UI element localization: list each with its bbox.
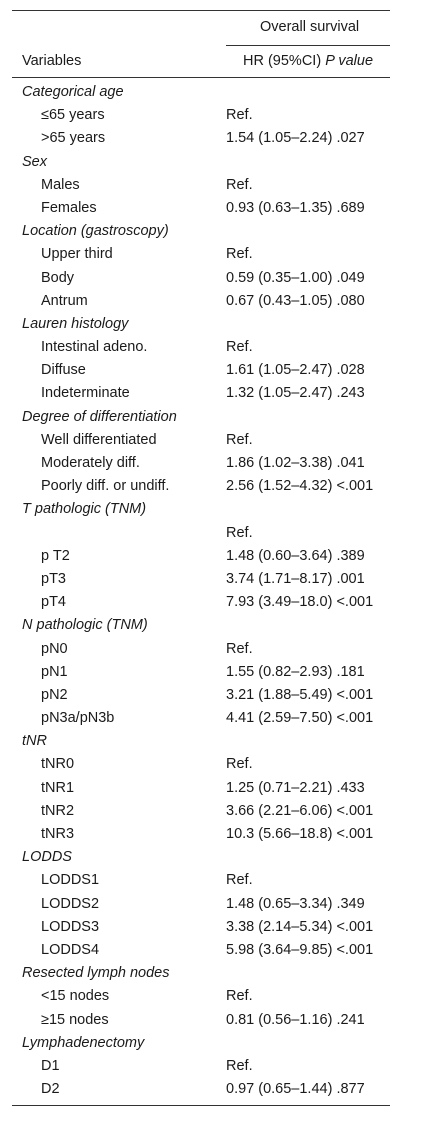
row-label: Poorly diff. or undiff. <box>41 478 170 495</box>
row-label: pN3a/pN3b <box>41 710 115 727</box>
group-title: tNR <box>22 733 47 750</box>
table-row <box>12 243 390 266</box>
row-label: LODDS3 <box>41 918 100 935</box>
row-value: Ref. <box>226 176 253 193</box>
table-body <box>12 78 390 1101</box>
row-value: 3.21 (1.88–5.49) <.001 <box>226 686 374 703</box>
row-label: Females <box>41 199 97 216</box>
table-row <box>12 869 390 892</box>
row-label: pN1 <box>41 663 68 680</box>
row-value: 1.25 (0.71–2.21) .433 <box>226 779 365 796</box>
row-value: 3.38 (2.14–5.34) <.001 <box>226 918 374 935</box>
row-label: LODDS1 <box>41 872 100 889</box>
table-row <box>12 777 390 800</box>
table-row <box>12 429 390 452</box>
row-label: p T2 <box>41 547 70 564</box>
row-value: 7.93 (3.49–18.0) <.001 <box>226 594 374 611</box>
row-value: Ref. <box>226 431 253 448</box>
table-row <box>12 1055 390 1078</box>
row-value: 3.74 (1.71–8.17) .001 <box>226 570 365 587</box>
table-row <box>12 985 390 1008</box>
table-row <box>12 267 390 290</box>
table-row <box>12 823 390 846</box>
row-label: tNR1 <box>41 779 75 796</box>
table-row <box>12 893 390 916</box>
row-value: 0.81 (0.56–1.16) .241 <box>226 1011 365 1028</box>
row-label: Diffuse <box>41 362 86 379</box>
table-row <box>12 127 390 150</box>
row-value: 1.48 (0.60–3.64) .389 <box>226 547 365 564</box>
row-value: Ref. <box>226 872 253 889</box>
row-label: Well differentiated <box>41 431 157 448</box>
table-row <box>12 800 390 823</box>
table-row <box>12 1009 390 1032</box>
row-label: tNR0 <box>41 756 75 773</box>
group-title: N pathologic (TNM) <box>22 617 148 634</box>
header-row-1 <box>12 11 390 45</box>
table-row <box>12 753 390 776</box>
row-label: tNR2 <box>41 802 75 819</box>
row-value: Ref. <box>226 1057 253 1074</box>
row-value: 2.56 (1.52–4.32) <.001 <box>226 478 374 495</box>
row-value: 1.48 (0.65–3.34) .349 <box>226 895 365 912</box>
variables-heading: Variables <box>22 53 82 69</box>
row-label: LODDS2 <box>41 895 100 912</box>
row-value: 0.93 (0.63–1.35) .689 <box>226 199 365 216</box>
row-label: D1 <box>41 1057 60 1074</box>
group-title: Location (gastroscopy) <box>22 223 169 240</box>
table-row <box>12 174 390 197</box>
group-title: Lauren histology <box>22 315 129 332</box>
table-row <box>12 545 390 568</box>
row-value: 3.66 (2.21–6.06) <.001 <box>226 802 374 819</box>
row-value: 5.98 (3.64–9.85) <.001 <box>226 941 374 958</box>
row-value: 1.32 (1.05–2.47) .243 <box>226 385 365 402</box>
table-row <box>12 707 390 730</box>
row-label: ≤65 years <box>41 107 105 124</box>
table-row <box>12 104 390 127</box>
row-value: Ref. <box>226 339 253 356</box>
row-label: Moderately diff. <box>41 455 140 471</box>
table-row <box>12 916 390 939</box>
row-value: Ref. <box>226 524 253 541</box>
table-row <box>12 661 390 684</box>
row-label: Males <box>41 176 80 193</box>
row-label: >65 years <box>41 130 106 147</box>
table-row <box>12 1078 390 1101</box>
table-row <box>12 197 390 220</box>
row-label: LODDS4 <box>41 941 100 958</box>
table-bottom-rule <box>12 1105 390 1106</box>
row-label: pT3 <box>41 570 66 587</box>
row-label: Upper third <box>41 246 113 263</box>
row-value: 1.86 (1.02–3.38) .041 <box>226 455 365 471</box>
survival-table <box>12 10 390 1106</box>
table-row <box>12 452 390 475</box>
row-value: Ref. <box>226 640 253 657</box>
table-row <box>12 638 390 661</box>
table-row <box>12 522 390 545</box>
hr-ci-label: HR (95%CI) <box>243 53 322 69</box>
row-value: Ref. <box>226 988 253 1005</box>
row-value: 1.54 (1.05–2.24) .027 <box>226 130 365 147</box>
row-value: 0.97 (0.65–1.44) .877 <box>226 1081 365 1098</box>
table-row <box>12 290 390 313</box>
row-label: Indeterminate <box>41 385 130 402</box>
row-value: 4.41 (2.59–7.50) <.001 <box>226 710 374 727</box>
row-label: D2 <box>41 1081 60 1098</box>
group-title: Sex <box>22 153 47 170</box>
row-value: 1.55 (0.82–2.93) .181 <box>226 663 365 680</box>
header-row-2 <box>12 45 390 78</box>
group-title: T pathologic (TNM) <box>22 501 147 518</box>
row-value: Ref. <box>226 107 253 124</box>
row-label: tNR3 <box>41 826 75 842</box>
row-label: Intestinal adeno. <box>41 339 148 356</box>
row-value: Ref. <box>226 246 253 263</box>
table-row <box>12 336 390 359</box>
row-label: pT4 <box>41 594 66 611</box>
row-label: pN2 <box>41 686 68 703</box>
table-row <box>12 591 390 614</box>
row-label: ≥15 nodes <box>41 1011 109 1028</box>
overall-survival-heading: Overall survival <box>260 19 360 35</box>
group-title: Categorical age <box>22 84 124 100</box>
row-value: 1.61 (1.05–2.47) .028 <box>226 362 365 379</box>
group-title: Lymphadenectomy <box>22 1034 145 1051</box>
table-row <box>12 475 390 498</box>
row-label: Body <box>41 269 75 286</box>
table-row <box>12 939 390 962</box>
row-value: Ref. <box>226 756 253 773</box>
header-separator <box>226 45 390 46</box>
row-value: 0.67 (0.43–1.05) .080 <box>226 292 365 309</box>
table-row <box>12 359 390 382</box>
table-row <box>12 684 390 707</box>
table-row <box>12 382 390 405</box>
group-title: Resected lymph nodes <box>22 965 170 982</box>
row-label: pN0 <box>41 640 68 657</box>
hr-pvalue-heading <box>243 53 373 69</box>
row-label: Antrum <box>41 292 88 309</box>
group-title: LODDS <box>22 849 72 866</box>
row-label: <15 nodes <box>41 988 110 1005</box>
p-value-label: P value <box>325 53 374 69</box>
row-value: 10.3 (5.66–18.8) <.001 <box>226 826 374 842</box>
row-value: 0.59 (0.35–1.00) .049 <box>226 269 365 286</box>
group-title: Degree of differentiation <box>22 408 177 425</box>
table-row <box>12 568 390 591</box>
